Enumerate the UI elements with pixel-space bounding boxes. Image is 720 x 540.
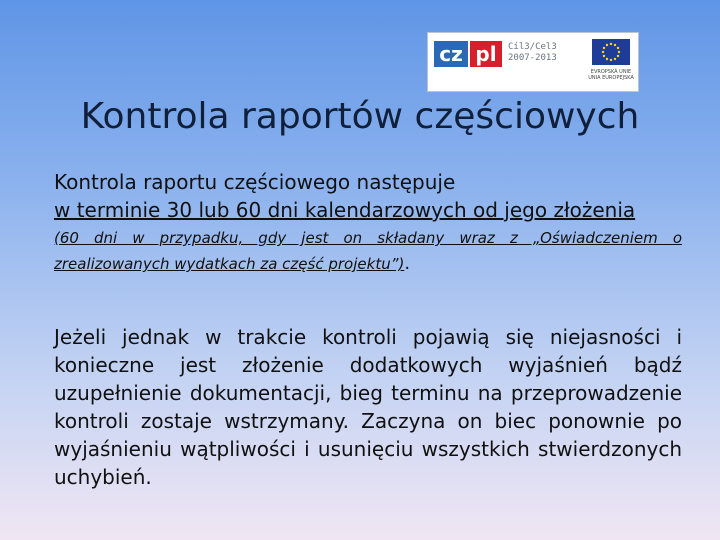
- paragraph-deadline-note: [54, 225, 682, 277]
- eu-stars-icon: [592, 39, 630, 65]
- slide-title: Kontrola raportów częściowych: [80, 96, 640, 137]
- paragraph-deadline: [54, 168, 682, 224]
- eu-flag-icon: [592, 39, 630, 65]
- eu-caption: EVROPSKÁ UNIE UNIA EUROPEJSKA: [588, 69, 634, 81]
- program-logo: [427, 32, 639, 92]
- paragraph-deadline-line2: w terminie 30 lub 60 dni kalendarzowych od jego złożenia: [54, 198, 636, 222]
- paragraph-suspension: Jeżeli jednak w trakcie kontroli pojawią się niejasności i konieczne jest złożenie dodatkowych wyjaśnień bądź uzupełnienie dokumentacji, bieg terminu na przeprowadzenie kontroli zostaje wstrzymany. Zaczyna on biec ponownie po wyjaśnieniu wątpliwości i usunięciu wszystkich stwierdzonych uchybień.: [54, 325, 682, 489]
- deadline-note-text: (60 dni w przypadku, gdy jest on składany wraz z „Oświadczeniem o zrealizowanych wydatkach za część projektu”): [54, 229, 682, 273]
- logo-cz-mark: cz: [434, 41, 468, 67]
- logo-pl-mark: pl: [470, 41, 502, 67]
- deadline-note-period: .: [404, 253, 411, 274]
- logo-program-text: Cíl3/Cel3 2007-2013: [508, 42, 557, 63]
- paragraph-deadline-line1: Kontrola raportu częściowego następuje: [54, 170, 456, 194]
